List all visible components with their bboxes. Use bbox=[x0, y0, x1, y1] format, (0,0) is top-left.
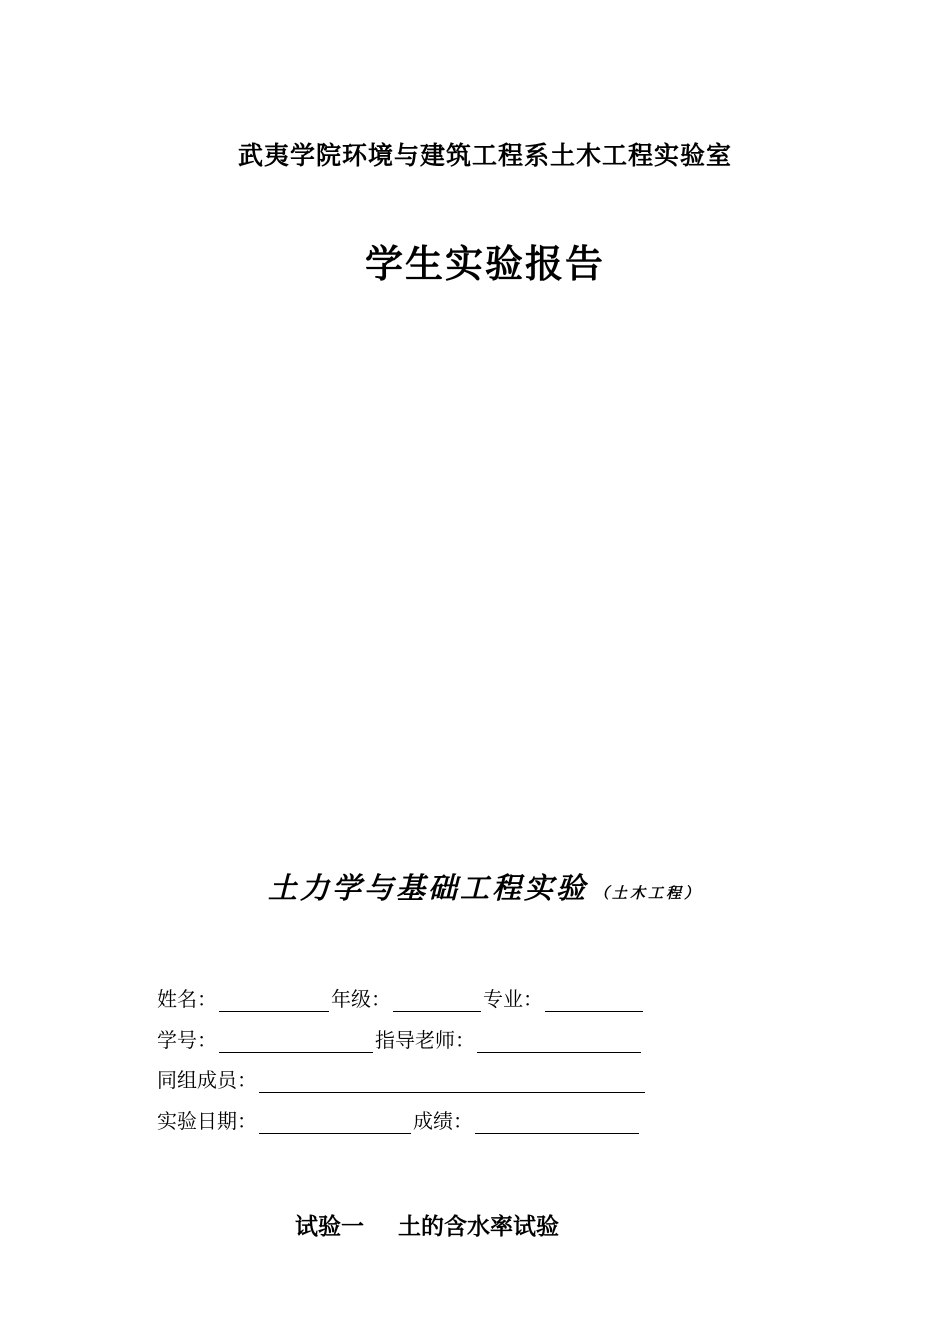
major-field[interactable] bbox=[545, 989, 643, 1012]
department-title: 武夷学院环境与建筑工程系土木工程实验室 bbox=[237, 141, 732, 170]
grade-field[interactable] bbox=[393, 989, 481, 1012]
experiment-name: 土的含水率试验 bbox=[398, 1213, 559, 1240]
major-label: 专业： bbox=[483, 987, 543, 1011]
experiment-number: 试验一 bbox=[295, 1213, 364, 1240]
name-label: 姓名： bbox=[157, 987, 217, 1011]
grade-label: 年级： bbox=[331, 987, 391, 1011]
form-row-date-score bbox=[157, 1108, 641, 1134]
report-title: 学生实验报告 bbox=[364, 241, 605, 286]
date-label: 实验日期： bbox=[157, 1109, 257, 1133]
form-row-group-members bbox=[157, 1067, 647, 1093]
date-field[interactable] bbox=[259, 1111, 411, 1134]
experiment-title bbox=[295, 1208, 559, 1241]
group-members-field[interactable] bbox=[259, 1070, 645, 1093]
form-row-id-advisor bbox=[157, 1027, 643, 1053]
advisor-field[interactable] bbox=[477, 1030, 641, 1053]
student-id-label: 学号： bbox=[157, 1028, 217, 1052]
advisor-label: 指导老师： bbox=[375, 1028, 475, 1052]
student-id-field[interactable] bbox=[219, 1030, 373, 1053]
course-title: 土力学与基础工程实验 bbox=[267, 871, 588, 905]
form-row-name-grade-major bbox=[157, 986, 645, 1012]
course-heading bbox=[0, 866, 950, 907]
score-field[interactable] bbox=[475, 1111, 639, 1134]
group-members-label: 同组成员： bbox=[157, 1068, 257, 1092]
course-subtitle: （土木工程） bbox=[594, 884, 703, 902]
name-field[interactable] bbox=[219, 989, 329, 1012]
score-label: 成绩： bbox=[413, 1109, 473, 1133]
